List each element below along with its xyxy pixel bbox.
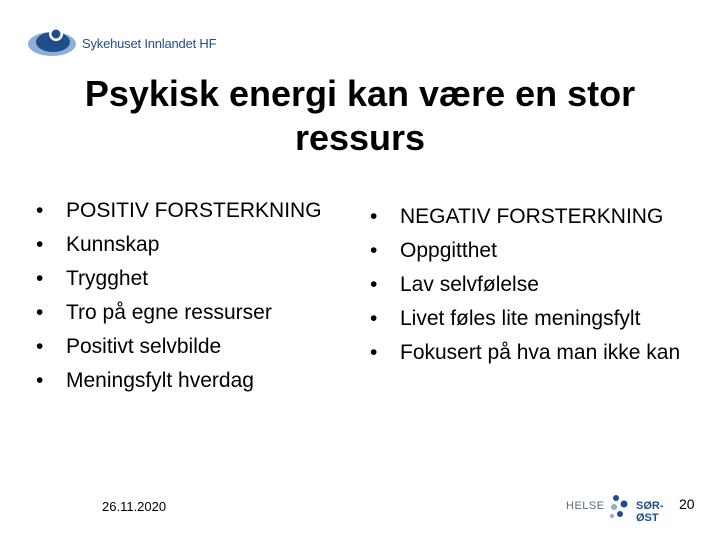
slide-title xyxy=(30,72,690,160)
bullet-icon: • xyxy=(36,233,44,256)
bullet-icon: • xyxy=(36,335,44,358)
bullet-icon: • xyxy=(36,267,44,290)
list-item: • NEGATIV FORSTERKNING xyxy=(370,202,690,232)
dots-icon xyxy=(608,494,632,520)
right-column xyxy=(370,202,690,372)
sor-ost-logo-text: SØR-ØST xyxy=(636,500,664,524)
bullet-icon: • xyxy=(370,273,378,296)
hospital-logo xyxy=(26,22,226,66)
list-item: • Lav selvfølelse xyxy=(370,270,690,300)
list-item: • Oppgitthet xyxy=(370,236,690,266)
left-column xyxy=(36,196,326,400)
list-item: • Fokusert på hva man ikke kan xyxy=(370,338,690,368)
list-item: • Positivt selvbilde xyxy=(36,332,326,362)
negative-list xyxy=(370,202,690,368)
positive-list xyxy=(36,196,326,396)
list-item: • Livet føles lite meningsfylt xyxy=(370,304,690,334)
list-item: • Kunnskap xyxy=(36,230,326,260)
bullet-icon: • xyxy=(36,199,44,222)
helse-logo-text: HELSE xyxy=(566,500,605,512)
title-line-2: ressurs xyxy=(294,117,426,158)
page-number: 20 xyxy=(679,496,695,512)
bullet-icon: • xyxy=(36,301,44,324)
bullet-icon: • xyxy=(370,341,378,364)
bullet-icon: • xyxy=(370,205,378,228)
footer-date: 26.11.2020 xyxy=(102,499,167,514)
list-item: • Meningsfylt hverdag xyxy=(36,366,326,396)
bullet-icon: • xyxy=(370,307,378,330)
logo-emblem-icon xyxy=(26,22,78,62)
list-item: • Tro på egne ressurser xyxy=(36,298,326,328)
title-line-1: Psykisk energi kan være en stor xyxy=(84,73,636,114)
bullet-icon: • xyxy=(36,369,44,392)
helse-sor-ost-logo xyxy=(566,492,686,522)
logo-text: Sykehuset Innlandet HF xyxy=(82,36,217,51)
list-item: • Trygghet xyxy=(36,264,326,294)
list-item: • POSITIV FORSTERKNING xyxy=(36,196,326,226)
bullet-icon: • xyxy=(370,239,378,262)
